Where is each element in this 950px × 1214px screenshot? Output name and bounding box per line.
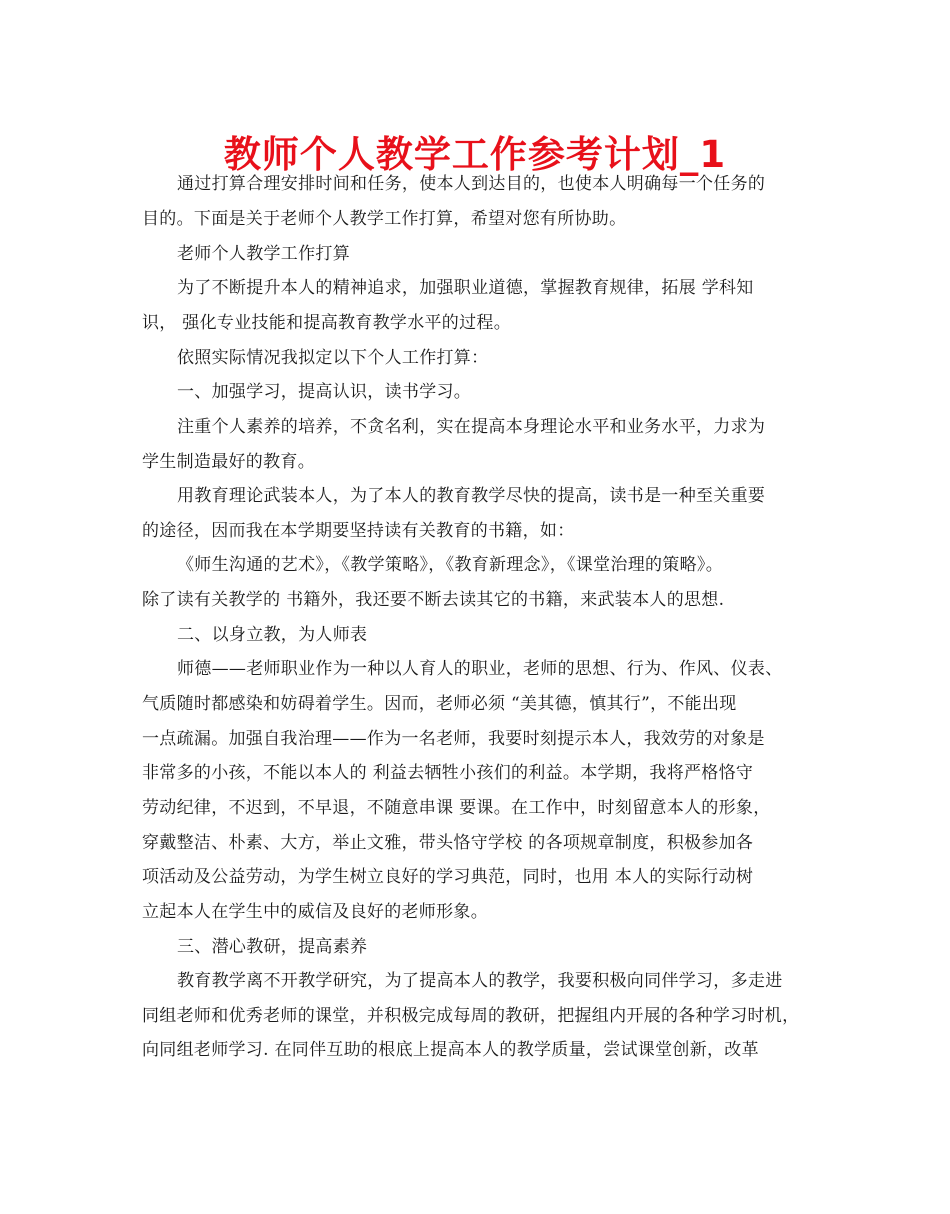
paragraph-line: 通过打算合理安排时间和任务，使本人到达目的，也使本人明确每一个任务的 (177, 174, 766, 194)
paragraph-line: 目的。下面是关于老师个人教学工作打算，希望对您有所协助。 (142, 209, 627, 229)
paragraph-line: 注重个人素养的培养，不贪名利，实在提高本身理论水平和业务水平，力求为 (177, 417, 766, 437)
paragraph-line: 学生制造最好的教育。 (142, 452, 315, 472)
paragraph-line: 穿戴整洁、朴素、大方，举止文雅，带头恪守学校 的各项规章制度，积极参加各 (142, 833, 754, 853)
paragraph-line: 依照实际情况我拟定以下个人工作打算： (177, 348, 489, 368)
paragraph-line: 向同组老师学习. 在同伴互助的根底上提高本人的教学质量，尝试课堂创新，改革 (142, 1040, 759, 1060)
paragraph-line: 《师生沟通的艺术》，《教学策略》，《教育新理念》，《课堂治理的策略》。 (177, 555, 723, 575)
paragraph-line: 教育教学离不开教学研究，为了提高本人的教学，我要积极向同伴学习，多走进 (177, 971, 783, 991)
section-heading: 一、加强学习，提高认识，读书学习。 (177, 382, 472, 402)
paragraph-line: 立起本人在学生中的威信及良好的老师形象。 (142, 902, 488, 922)
document-title: 教师个人教学工作参考计划_1 (223, 133, 727, 176)
section-heading: 二、以身立教，为人师表 (177, 625, 368, 645)
paragraph-line: 识， 强化专业技能和提高教育教学水平的过程。 (142, 313, 512, 333)
paragraph-line: 劳动纪律，不迟到，不早退，不随意串课 要课。在工作中，时刻留意本人的形象， (142, 798, 771, 818)
paragraph-line: 师德——老师职业作为一种以人育人的职业，老师的思想、行为、作风、仪表、 (177, 659, 783, 679)
paragraph-line: 为了不断提升本人的精神追求，加强职业道德，掌握教育规律，拓展 学科知 (177, 278, 754, 298)
paragraph-line: 气质随时都感染和妨碍着学生。因而，老师必须 “美其德，慎其行”，不能出现 (142, 694, 737, 714)
section-heading: 三、潜心教研，提高素养 (177, 937, 368, 957)
paragraph-line: 用教育理论武装本人，为了本人的教育教学尽快的提高，读书是一种至关重要 (177, 486, 766, 506)
paragraph-line: 非常多的小孩，不能以本人的 利益去牺牲小孩们的利益。本学期，我将严格恪守 (142, 763, 754, 783)
paragraph-line: 除了读有关教学的 书籍外，我还要不断去读其它的书籍，来武装本人的思想. (142, 590, 725, 610)
section-heading: 老师个人教学工作打算 (177, 244, 350, 264)
paragraph-line: 项活动及公益劳动，为学生树立良好的学习典范，同时，也用 本人的实际行动树 (142, 867, 754, 887)
paragraph-line: 同组老师和优秀老师的课堂，并积极完成每周的教研，把握组内开展的各种学习时机， (142, 1006, 800, 1026)
paragraph-line: 一点疏漏。加强自我治理——作为一名老师，我要时刻提示本人，我效劳的对象是 (142, 729, 765, 749)
paragraph-line: 的途径，因而我在本学期要坚持读有关教育的书籍，如： (142, 521, 575, 541)
